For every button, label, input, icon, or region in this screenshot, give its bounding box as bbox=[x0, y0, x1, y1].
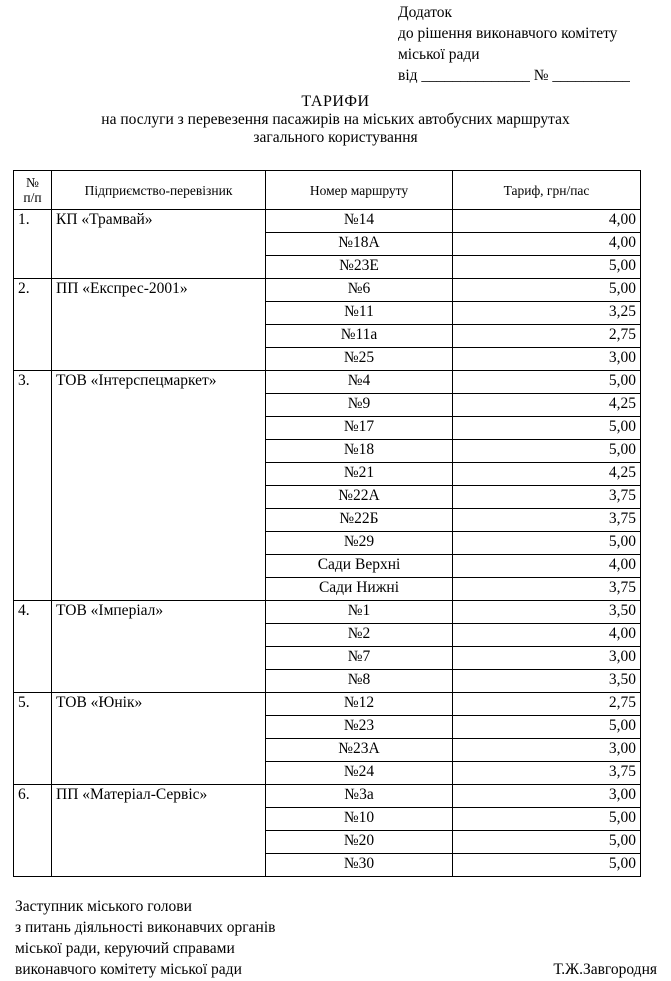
fare-value: 5,00 bbox=[453, 716, 641, 739]
route-number: №4 bbox=[266, 371, 453, 394]
fare-value: 5,00 bbox=[453, 831, 641, 854]
fare-value: 3,75 bbox=[453, 486, 641, 509]
fare-value: 5,00 bbox=[453, 371, 641, 394]
annex-date-number-line: від ______________ № __________ bbox=[398, 67, 630, 84]
route-number: №2 bbox=[266, 624, 453, 647]
fare-value: 3,00 bbox=[453, 739, 641, 762]
header-carrier: Підприємство-перевізник bbox=[52, 171, 266, 210]
route-number: №21 bbox=[266, 463, 453, 486]
fare-value: 5,00 bbox=[453, 417, 641, 440]
route-number: №6 bbox=[266, 279, 453, 302]
annex-line: Додаток bbox=[398, 4, 453, 21]
fare-value: 4,00 bbox=[453, 624, 641, 647]
route-number: №17 bbox=[266, 417, 453, 440]
fare-value: 3,75 bbox=[453, 762, 641, 785]
route-number: №30 bbox=[266, 854, 453, 877]
signature-line: Заступник міського голови bbox=[15, 898, 192, 915]
document-title bbox=[0, 93, 671, 147]
route-number: №11 bbox=[266, 302, 453, 325]
signer-name: Т.Ж.Завгородня bbox=[553, 961, 657, 978]
route-number: №11а bbox=[266, 325, 453, 348]
table-row bbox=[14, 279, 641, 302]
fare-value: 4,00 bbox=[453, 555, 641, 578]
row-number: 5. bbox=[14, 693, 52, 785]
table-row bbox=[14, 371, 641, 394]
signature-line: з питань діяльності виконавчих органів bbox=[15, 919, 276, 936]
fare-value: 4,25 bbox=[453, 463, 641, 486]
annex-line: до рішення виконавчого комітету bbox=[398, 25, 618, 42]
route-number: №23А bbox=[266, 739, 453, 762]
header-num: № п/п bbox=[14, 171, 52, 210]
signature-block bbox=[15, 896, 275, 980]
route-number: №23Е bbox=[266, 256, 453, 279]
signature-line: міської ради, керуючий справами bbox=[15, 940, 235, 957]
route-number: №22А bbox=[266, 486, 453, 509]
route-number: №24 bbox=[266, 762, 453, 785]
fare-value: 2,75 bbox=[453, 325, 641, 348]
row-number: 3. bbox=[14, 371, 52, 601]
fare-value: 3,50 bbox=[453, 601, 641, 624]
route-number: №29 bbox=[266, 532, 453, 555]
route-number: №3а bbox=[266, 785, 453, 808]
table-row bbox=[14, 693, 641, 716]
carrier-name: ТОВ «Юнік» bbox=[52, 693, 266, 785]
header-route: Номер маршруту bbox=[266, 171, 453, 210]
fare-value: 3,50 bbox=[453, 670, 641, 693]
route-number: №20 bbox=[266, 831, 453, 854]
signature-line: виконавчого комітету міської ради bbox=[15, 961, 242, 978]
route-number: Сади Верхні bbox=[266, 555, 453, 578]
carrier-name: ТОВ «Інтерспецмаркет» bbox=[52, 371, 266, 601]
fare-value: 3,25 bbox=[453, 302, 641, 325]
route-number: Сади Нижні bbox=[266, 578, 453, 601]
fare-value: 3,75 bbox=[453, 578, 641, 601]
fare-value: 5,00 bbox=[453, 808, 641, 831]
title-main: ТАРИФИ bbox=[301, 93, 370, 110]
fare-value: 3,00 bbox=[453, 785, 641, 808]
fare-value: 5,00 bbox=[453, 279, 641, 302]
table-row bbox=[14, 785, 641, 808]
row-number: 1. bbox=[14, 210, 52, 279]
route-number: №23 bbox=[266, 716, 453, 739]
row-number: 4. bbox=[14, 601, 52, 693]
fare-value: 5,00 bbox=[453, 256, 641, 279]
route-number: №8 bbox=[266, 670, 453, 693]
route-number: №12 bbox=[266, 693, 453, 716]
row-number: 2. bbox=[14, 279, 52, 371]
route-number: №10 bbox=[266, 808, 453, 831]
route-number: №18 bbox=[266, 440, 453, 463]
fare-value: 5,00 bbox=[453, 854, 641, 877]
table-body bbox=[14, 210, 641, 877]
carrier-name: ТОВ «Імперіал» bbox=[52, 601, 266, 693]
fare-value: 4,00 bbox=[453, 210, 641, 233]
table-row bbox=[14, 601, 641, 624]
route-number: №9 bbox=[266, 394, 453, 417]
route-number: №25 bbox=[266, 348, 453, 371]
header-fare: Тариф, грн/пас bbox=[453, 171, 641, 210]
fare-value: 3,00 bbox=[453, 647, 641, 670]
title-subtitle-continued: загального користування bbox=[253, 129, 418, 146]
route-number: №1 bbox=[266, 601, 453, 624]
carrier-name: КП «Трамвай» bbox=[52, 210, 266, 279]
table-row bbox=[14, 210, 641, 233]
tariffs-table bbox=[13, 170, 641, 877]
route-number: №22Б bbox=[266, 509, 453, 532]
table-header-row bbox=[14, 171, 641, 210]
carrier-name: ПП «Матеріал-Сервіс» bbox=[52, 785, 266, 877]
fare-value: 2,75 bbox=[453, 693, 641, 716]
fare-value: 3,75 bbox=[453, 509, 641, 532]
fare-value: 4,00 bbox=[453, 233, 641, 256]
row-number: 6. bbox=[14, 785, 52, 877]
route-number: №7 bbox=[266, 647, 453, 670]
annex-block bbox=[398, 2, 630, 86]
fare-value: 3,00 bbox=[453, 348, 641, 371]
title-subtitle: на послуги з перевезення пасажирів на міських автобусних маршрутах bbox=[101, 111, 570, 128]
annex-line: міської ради bbox=[398, 46, 480, 63]
carrier-name: ПП «Експрес-2001» bbox=[52, 279, 266, 371]
fare-value: 5,00 bbox=[453, 440, 641, 463]
route-number: №18А bbox=[266, 233, 453, 256]
fare-value: 5,00 bbox=[453, 532, 641, 555]
fare-value: 4,25 bbox=[453, 394, 641, 417]
route-number: №14 bbox=[266, 210, 453, 233]
